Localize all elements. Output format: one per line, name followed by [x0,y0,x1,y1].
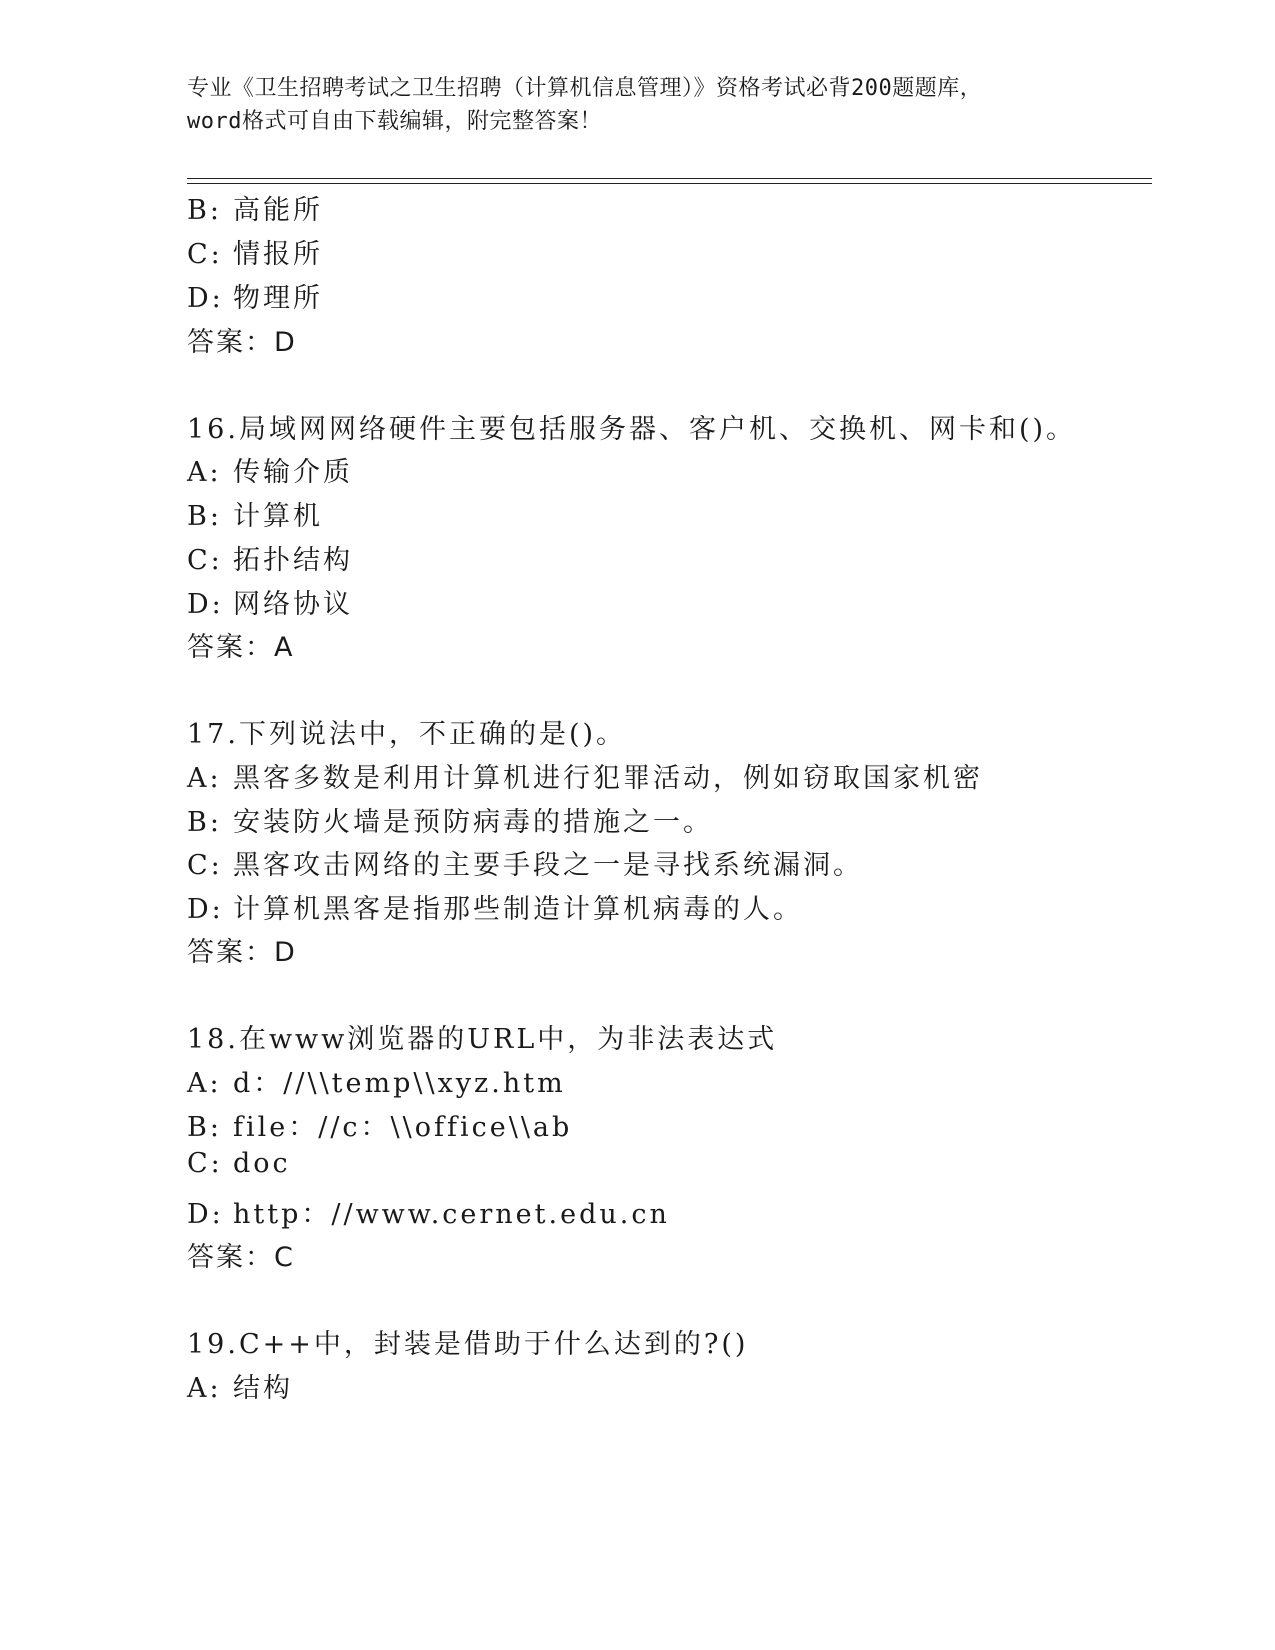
option-c [187,232,323,271]
option-text: 拓扑结构 [233,545,353,576]
option-d [187,887,803,926]
option-text: 计算机 [233,501,323,532]
option-letter: A: [187,1068,222,1099]
option-b [187,1105,572,1144]
answer-line: 答案：C [187,1242,295,1273]
option-c [187,843,863,882]
header-divider-top [187,178,1152,179]
option-letter: B: [187,195,222,226]
question-stem: 16.局域网网络硬件主要包括服务器、客户机、交换机、网卡和()。 [187,414,1077,445]
option-letter: A: [187,1373,222,1404]
option-letter: B: [187,501,222,532]
header-line-2: word格式可自由下载编辑，附完整答案！ [187,109,602,134]
option-d [187,1192,670,1231]
header-line-1: 专业《卫生招聘考试之卫生招聘（计算机信息管理）》资格考试必背200题题库， [187,76,983,101]
option-text: http：//www.cernet.edu.cn [233,1199,670,1230]
option-a [187,450,353,489]
answer-line: 答案：A [187,632,295,663]
option-c [187,538,353,577]
option-text: doc [233,1148,291,1179]
option-d [187,276,323,315]
option-text: 高能所 [233,195,323,226]
option-text: d：//\\temp\\xyz.htm [233,1068,566,1099]
answer-line: 答案：D [187,937,297,968]
option-letter: D: [187,283,224,314]
option-text: 黑客攻击网络的主要手段之一是寻找系统漏洞。 [233,850,863,881]
question-stem: 19.C++中，封装是借助于什么达到的?() [187,1329,749,1360]
option-a [187,756,983,795]
question-stem: 18.在www浏览器的URL中，为非法表达式 [187,1024,778,1055]
option-text: file：//c：\\office\\ab [233,1112,573,1143]
option-letter: C: [187,239,223,270]
option-text: 物理所 [233,283,323,314]
answer-line: 答案：D [187,327,297,358]
option-text: 计算机黑客是指那些制造计算机病毒的人。 [233,894,803,925]
option-b [187,494,323,533]
option-letter: D: [187,589,224,620]
option-letter: C: [187,1148,223,1179]
option-letter: B: [187,1112,222,1143]
option-text: 黑客多数是利用计算机进行犯罪活动，例如窃取国家机密 [233,763,983,794]
option-letter: A: [187,763,222,794]
option-letter: D: [187,1199,224,1230]
question-stem: 17.下列说法中，不正确的是()。 [187,719,627,750]
option-letter: C: [187,850,223,881]
option-letter: D: [187,894,224,925]
option-letter: B: [187,807,222,838]
option-text: 安装防火墙是预防病毒的措施之一。 [233,807,713,838]
option-letter: C: [187,545,223,576]
option-a [187,1366,293,1405]
header-divider-bottom [187,183,1152,184]
option-c [187,1148,291,1179]
option-text: 网络协议 [233,589,353,620]
option-d [187,582,353,621]
document-header [187,72,1087,138]
option-text: 传输介质 [233,457,353,488]
option-letter: A: [187,457,222,488]
option-a [187,1061,566,1100]
option-b [187,188,323,227]
option-b [187,800,713,839]
option-text: 结构 [233,1373,293,1404]
option-text: 情报所 [233,239,323,270]
